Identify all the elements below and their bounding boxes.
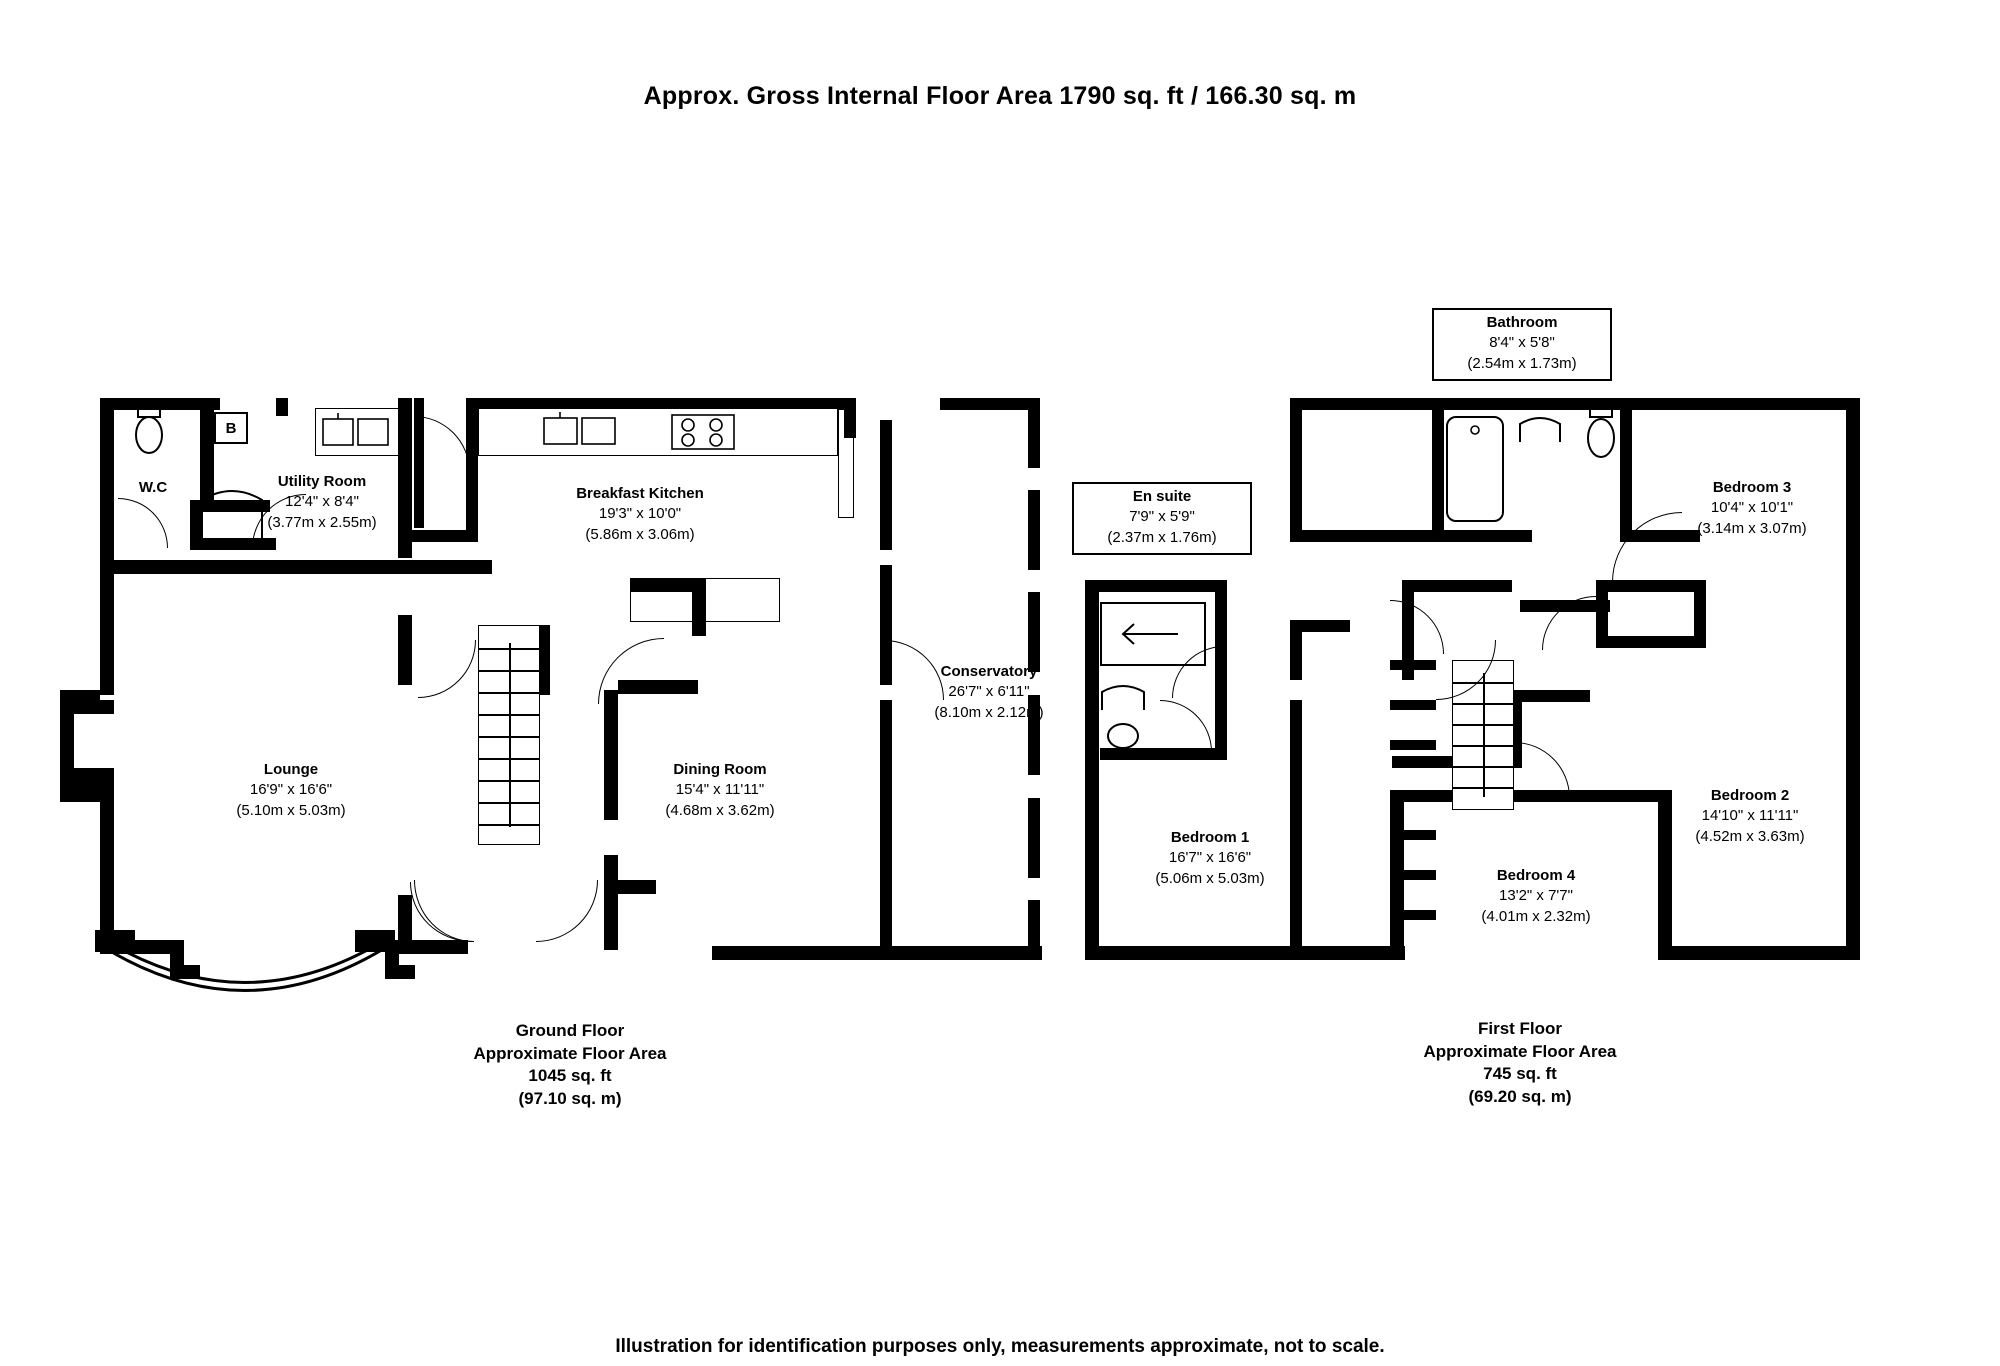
- wall: [604, 880, 656, 894]
- bay-window-curve: [95, 930, 395, 1015]
- wall: [1028, 398, 1040, 468]
- room-label-conservatory: Conservatory 26'7" x 6'11" (8.10m x 2.12m): [934, 663, 1044, 721]
- room-label-kitchen: Breakfast Kitchen 19'3" x 10'0" (5.86m x 3.06m): [576, 485, 704, 543]
- wall: [604, 855, 618, 950]
- door-swing: [1514, 742, 1570, 798]
- kitchen-unit: [838, 408, 854, 518]
- wall: [1390, 700, 1436, 710]
- room-label-bed3: Bedroom 3 10'4" x 10'1" (3.14m x 3.07m): [1697, 479, 1807, 537]
- wall: [1028, 490, 1040, 570]
- wall: [1390, 660, 1436, 670]
- wall: [1085, 946, 1405, 960]
- room-label-bed2: Bedroom 2 14'10" x 11'11" (4.52m x 3.63m): [1695, 787, 1805, 845]
- wall: [1432, 398, 1444, 538]
- wall: [1085, 700, 1099, 760]
- wall: [880, 700, 892, 950]
- room-label-ensuite: En suite 7'9" x 5'9" (2.37m x 1.76m): [1072, 482, 1252, 555]
- room-label-bed4: Bedroom 4 13'2" x 7'7" (4.01m x 2.32m): [1481, 867, 1591, 925]
- kitchen-counter: [478, 408, 838, 456]
- hob-icon: [670, 412, 736, 452]
- wall: [712, 946, 1042, 960]
- kitchen-sink-icon: [540, 412, 620, 452]
- bathtub-icon: [1444, 414, 1506, 524]
- room-label-lounge: Lounge 16'9" x 16'6" (5.10m x 5.03m): [236, 761, 346, 819]
- wall: [692, 578, 706, 636]
- wall: [1085, 580, 1225, 592]
- door-swing: [418, 640, 476, 698]
- wall: [1290, 620, 1350, 632]
- wall: [1390, 740, 1436, 750]
- door-swing: [410, 882, 472, 942]
- toilet-icon: [126, 405, 172, 463]
- page-title: Approx. Gross Internal Floor Area 1790 sq. ft / 166.30 sq. m: [643, 82, 1357, 110]
- wall: [1028, 592, 1040, 672]
- door-swing: [1160, 700, 1212, 752]
- wall: [1432, 530, 1532, 542]
- wall: [1085, 750, 1099, 960]
- wall: [940, 398, 1040, 410]
- toilet-icon: [1578, 404, 1624, 468]
- wall: [1402, 580, 1512, 592]
- washbasin-icon: [1518, 412, 1562, 446]
- wall: [1290, 398, 1435, 410]
- wall: [540, 625, 550, 695]
- disclaimer-text: Illustration for identification purposes only, measurements approximate, not to scale.: [615, 1336, 1385, 1357]
- wall: [604, 700, 618, 820]
- wall: [276, 398, 288, 416]
- door-swing: [536, 880, 598, 942]
- wall: [398, 895, 412, 945]
- wall: [1290, 398, 1302, 538]
- wall: [1510, 690, 1590, 702]
- toilet-icon: [1100, 718, 1146, 752]
- wall: [1085, 580, 1099, 710]
- wall: [1290, 530, 1440, 542]
- ground-floor-caption: Ground Floor Approximate Floor Area 1045 sq. ft (97.10 sq. m): [473, 1021, 667, 1108]
- wall: [1390, 830, 1436, 840]
- room-label-bed1: Bedroom 1 16'7" x 16'6" (5.06m x 5.03m): [1155, 829, 1265, 887]
- door-swing: [598, 638, 664, 704]
- boiler-badge: B: [214, 412, 248, 444]
- wall: [68, 768, 114, 802]
- staircase-ground: [478, 625, 540, 845]
- first-floor-caption: First Floor Approximate Floor Area 745 sq. ft (69.20 sq. m): [1423, 1019, 1617, 1106]
- door-swing: [118, 498, 168, 548]
- wall: [1658, 946, 1858, 960]
- wall: [100, 570, 114, 695]
- utility-sink-icon: [318, 411, 396, 453]
- wall: [68, 700, 114, 714]
- room-label-dining: Dining Room 15'4" x 11'11" (4.68m x 3.62m): [665, 761, 775, 819]
- wall: [412, 530, 478, 542]
- wall: [112, 560, 492, 574]
- wall: [1390, 910, 1436, 920]
- room-label-bathroom: Bathroom 8'4" x 5'8" (2.54m x 1.73m): [1432, 308, 1612, 381]
- wall: [398, 615, 412, 685]
- room-label-utility: Utility Room 12'4" x 8'4" (3.77m x 2.55m): [267, 473, 377, 531]
- wall: [1430, 398, 1860, 410]
- room-label-wc: W.C: [138, 479, 168, 496]
- wall: [1596, 636, 1706, 648]
- door-swing: [414, 416, 470, 472]
- wall: [100, 795, 114, 950]
- washbasin-icon: [1100, 680, 1146, 714]
- wall: [1390, 870, 1436, 880]
- wall: [1028, 798, 1040, 878]
